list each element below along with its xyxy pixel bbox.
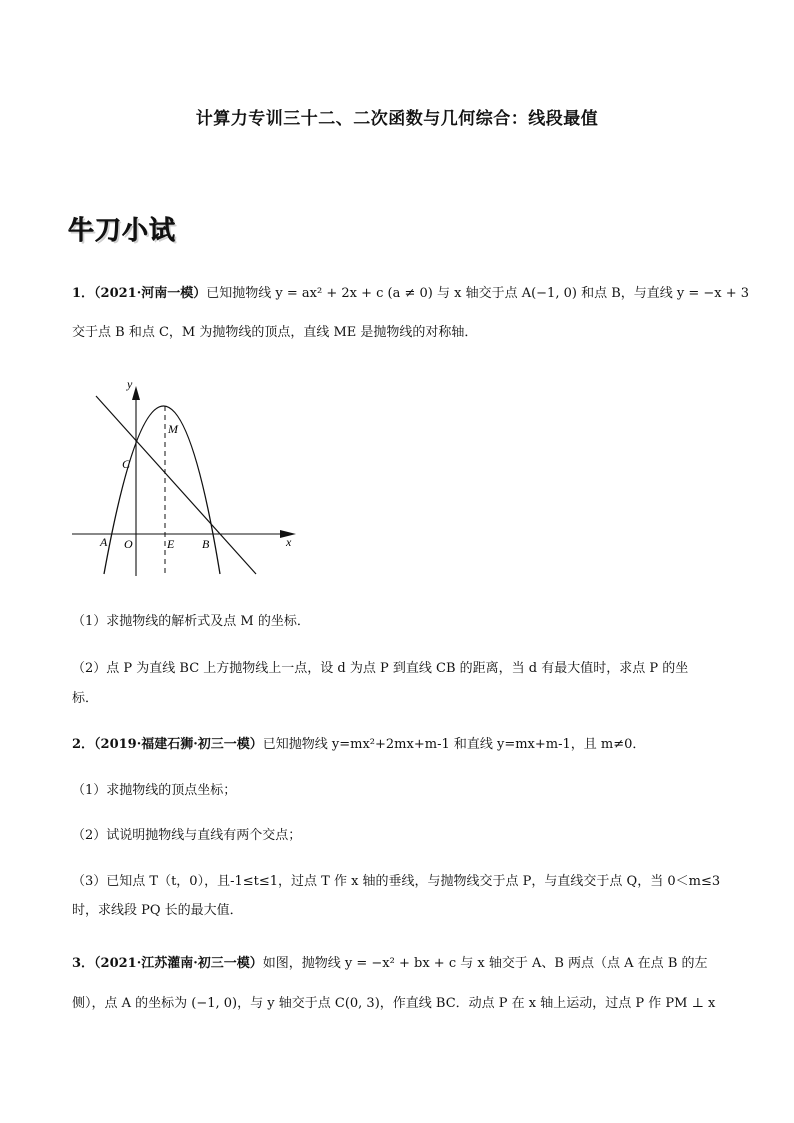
q2-text: 已知抛物线 y=mx²+2mx+m-1 和直线 y=mx+m-1，且 m≠0． (262, 737, 646, 752)
label-y: y (127, 377, 133, 391)
label-a: A (100, 535, 108, 549)
q2-sub-1: （1）求抛物线的顶点坐标； (72, 783, 237, 798)
q1-sub-1: （1）求抛物线的解析式及点 M 的坐标． (72, 614, 310, 629)
q1-line-1 (72, 285, 749, 303)
label-c: C (122, 457, 131, 471)
q2-number: 2． (72, 737, 95, 752)
q1-sub-2b: 标． (72, 691, 99, 706)
section-heading: 牛刀小试 (68, 216, 177, 246)
q2-sub-3b: 时，求线段 PQ 长的最大值． (72, 903, 243, 918)
q2-sub-3a: （3）已知点 T（t，0），且-1≤t≤1，过点 T 作 x 轴的垂线，与抛物线交于点 P，与直线交于点 Q，当 0＜m≤3 (72, 874, 721, 889)
q2-line-1 (72, 736, 645, 754)
parabola-figure (68, 376, 308, 582)
label-o: O (124, 537, 133, 551)
q1-number: 1． (72, 286, 95, 301)
label-x: x (286, 535, 292, 549)
page-title: 计算力专训三十二、二次函数与几何综合：线段最值 (195, 109, 599, 129)
label-e: E (167, 537, 175, 551)
q2-sub-2: （2）试说明抛物线与直线有两个交点； (72, 828, 302, 843)
label-b: B (202, 537, 210, 551)
q2-source: （2019·福建石狮·初三一模） (94, 737, 263, 752)
q3-line-1 (72, 955, 708, 973)
q1-source: （2021·河南一模） (94, 286, 207, 301)
y-axis-arrow (132, 386, 140, 400)
q1-sub-2a: （2）点 P 为直线 BC 上方抛物线上一点，设 d 为点 P 到直线 CB 的距离，当 d 有最大值时，求点 P 的坐 (72, 661, 689, 676)
q3-line-2: 侧），点 A 的坐标为 (−1, 0)，与 y 轴交于点 C(0, 3)，作直线 BC．动点 P 在 x 轴上运动，过点 P 作 PM ⊥ x (72, 996, 716, 1011)
q3-number: 3． (72, 956, 95, 971)
q3-text-1: 如图，抛物线 y = −x² + bx + c 与 x 轴交于 A、B 两点（点 A 在点 B 的左 (262, 956, 708, 971)
q1-text-1: 已知抛物线 y = ax² + 2x + c (a ≠ 0) 与 x 轴交于点 A(−1, 0) 和点 B，与直线 y = −x + 3 (206, 286, 750, 301)
q1-line-2: 交于点 B 和点 C，M 为抛物线的顶点，直线 ME 是抛物线的对称轴． (72, 325, 478, 340)
label-m: M (168, 422, 178, 436)
q3-source: （2021·江苏灌南·初三一模） (94, 956, 263, 971)
